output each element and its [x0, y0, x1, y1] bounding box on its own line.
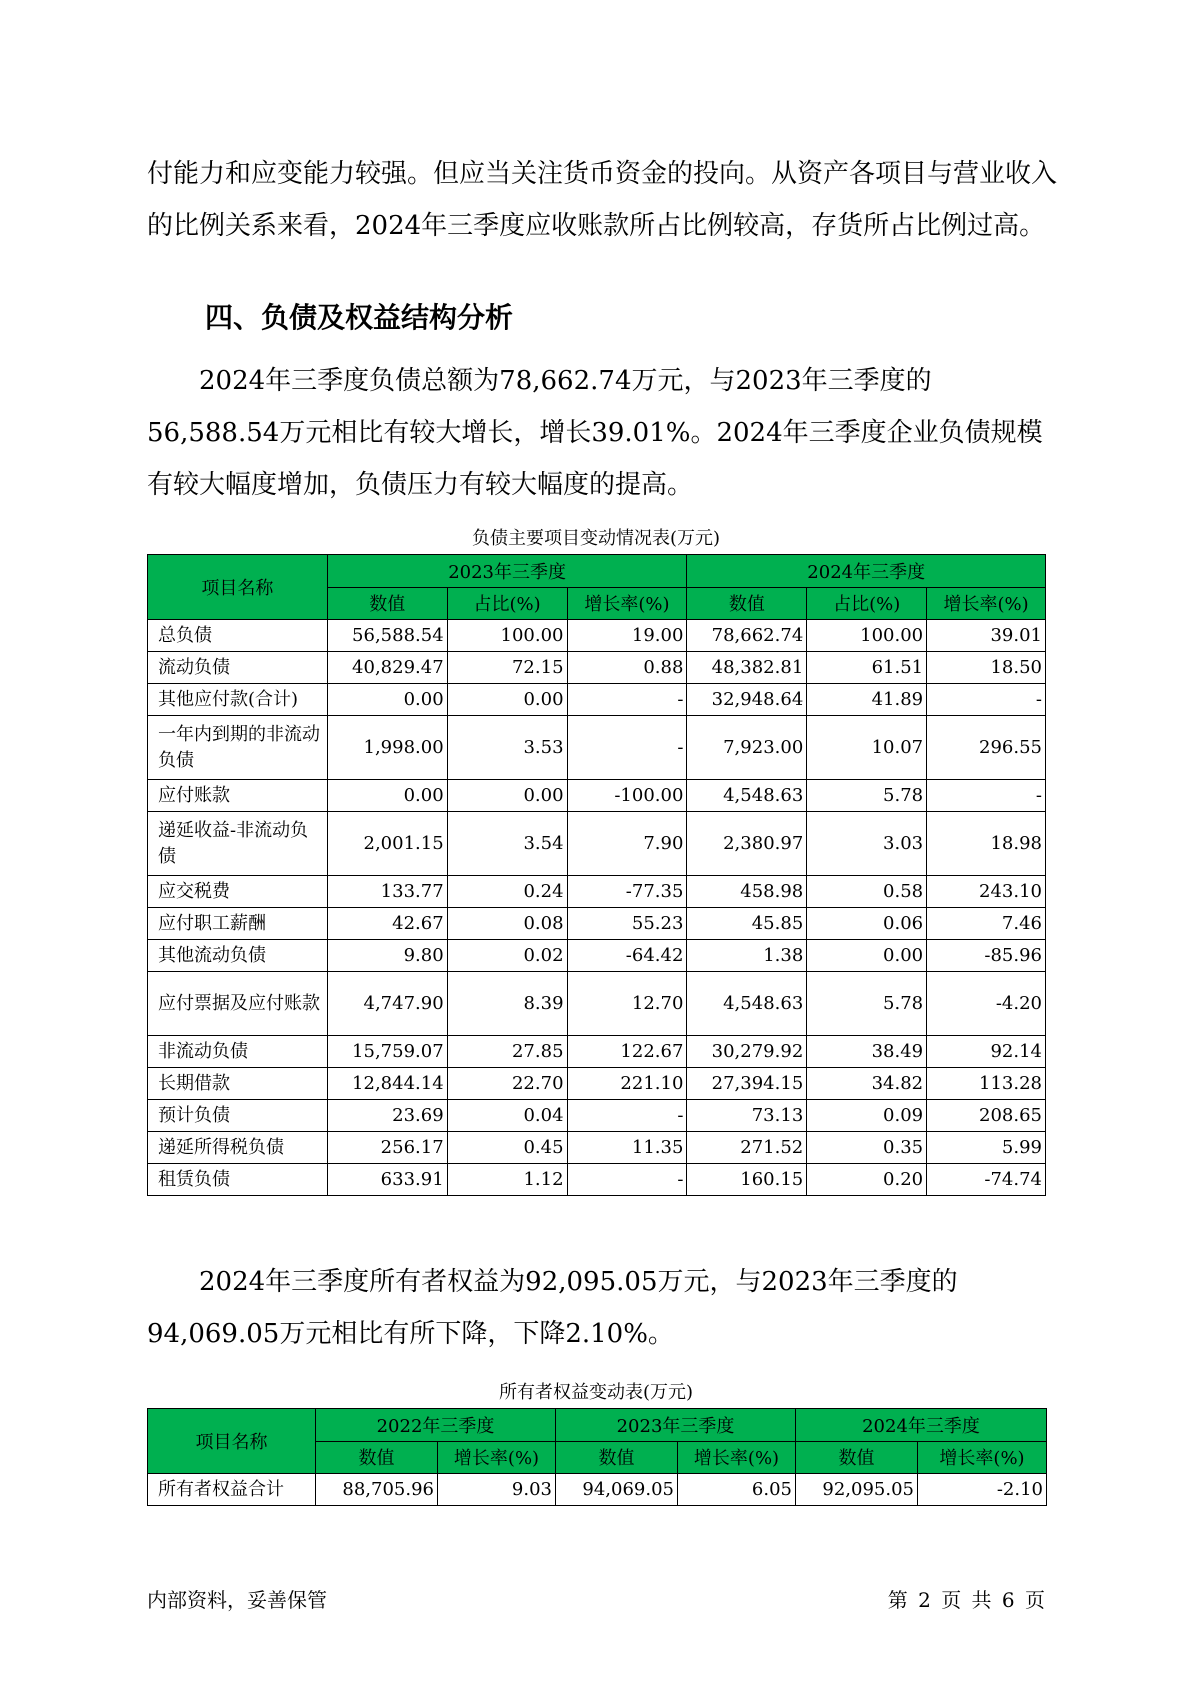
cell-value-2023: 256.17: [327, 1132, 447, 1164]
header-period-2024: 2024年三季度: [796, 1409, 1047, 1442]
cell-share-2024: 5.78: [807, 780, 927, 812]
row-label: 租赁负债: [148, 1164, 328, 1196]
row-label: 预计负债: [148, 1100, 328, 1132]
cell-value-2024: 4,548.63: [687, 780, 807, 812]
cell-share-2024: 0.35: [807, 1132, 927, 1164]
row-label: 一年内到期的非流动负债: [148, 716, 328, 780]
cell-value-2024: 45.85: [687, 908, 807, 940]
cell-value-2024: 48,382.81: [687, 652, 807, 684]
cell-share-2023: 0.08: [447, 908, 567, 940]
cell-growth-2023: -: [567, 1100, 687, 1132]
row-label: 递延收益-非流动负债: [148, 812, 328, 876]
row-label: 其他流动负债: [148, 940, 328, 972]
table-row: [148, 1068, 1046, 1100]
table-row: [148, 1036, 1046, 1068]
table-row: [148, 684, 1046, 716]
cell-value-2024: 271.52: [687, 1132, 807, 1164]
cell-share-2023: 100.00: [447, 620, 567, 652]
cell-share-2023: 0.24: [447, 876, 567, 908]
header-growth: 增长率(%): [438, 1441, 556, 1474]
cell-growth-2023: 6.05: [678, 1474, 796, 1506]
cell-growth-2024: 243.10: [927, 876, 1046, 908]
table-row: [148, 876, 1046, 908]
cell-share-2024: 100.00: [807, 620, 927, 652]
cell-growth-2023: -100.00: [567, 780, 687, 812]
cell-share-2023: 0.00: [447, 684, 567, 716]
cell-share-2023: 1.12: [447, 1164, 567, 1196]
header-value: 数值: [556, 1441, 678, 1474]
liabilities-table: [147, 554, 1046, 1196]
table-row: [148, 1100, 1046, 1132]
row-label: 应付账款: [148, 780, 328, 812]
cell-value-2022: 88,705.96: [316, 1474, 438, 1506]
cell-growth-2024: -74.74: [927, 1164, 1046, 1196]
table-row: [148, 1132, 1046, 1164]
header-item-name: 项目名称: [148, 1409, 316, 1474]
cell-growth-2024: -2.10: [918, 1474, 1047, 1506]
cell-growth-2024: 7.46: [927, 908, 1046, 940]
row-label: 其他应付款(合计): [148, 684, 328, 716]
header-item-name: 项目名称: [148, 555, 328, 620]
cell-value-2023: 56,588.54: [327, 620, 447, 652]
cell-growth-2024: -: [927, 684, 1046, 716]
cell-share-2024: 5.78: [807, 972, 927, 1036]
cell-value-2024: 27,394.15: [687, 1068, 807, 1100]
table-row: [148, 972, 1046, 1036]
cell-value-2024: 7,923.00: [687, 716, 807, 780]
cell-value-2024: 78,662.74: [687, 620, 807, 652]
header-period-2023: 2023年三季度: [327, 555, 687, 588]
table-row: [148, 652, 1046, 684]
row-label: 非流动负债: [148, 1036, 328, 1068]
cell-value-2023: 12,844.14: [327, 1068, 447, 1100]
cell-share-2024: 0.20: [807, 1164, 927, 1196]
cell-share-2023: 0.02: [447, 940, 567, 972]
cell-share-2024: 34.82: [807, 1068, 927, 1100]
table-row: [148, 716, 1046, 780]
cell-growth-2023: -77.35: [567, 876, 687, 908]
cell-growth-2023: -: [567, 716, 687, 780]
cell-value-2023: 15,759.07: [327, 1036, 447, 1068]
cell-share-2023: 0.45: [447, 1132, 567, 1164]
header-period-2024: 2024年三季度: [687, 555, 1046, 588]
cell-value-2023: 1,998.00: [327, 716, 447, 780]
table-row: [148, 940, 1046, 972]
cell-value-2024: 458.98: [687, 876, 807, 908]
cell-share-2024: 41.89: [807, 684, 927, 716]
cell-value-2023: 0.00: [327, 684, 447, 716]
cell-growth-2023: 7.90: [567, 812, 687, 876]
cell-share-2024: 10.07: [807, 716, 927, 780]
cell-share-2023: 3.54: [447, 812, 567, 876]
cell-value-2024: 32,948.64: [687, 684, 807, 716]
header-growth: 增长率(%): [927, 587, 1046, 620]
cell-value-2024: 1.38: [687, 940, 807, 972]
table-row: [148, 1164, 1046, 1196]
cell-value-2023: 94,069.05: [556, 1474, 678, 1506]
cell-growth-2023: 221.10: [567, 1068, 687, 1100]
header-share: 占比(%): [447, 587, 567, 620]
header-growth: 增长率(%): [678, 1441, 796, 1474]
table-caption-liabilities: 负债主要项目变动情况表(万元): [471, 528, 721, 549]
cell-growth-2023: 122.67: [567, 1036, 687, 1068]
footer-page-number: 第 2 页 共 6 页: [887, 1588, 1045, 1612]
cell-growth-2023: -: [567, 1164, 687, 1196]
row-label: 总负债: [148, 620, 328, 652]
cell-value-2023: 0.00: [327, 780, 447, 812]
table-caption-equity: 所有者权益变动表(万元): [498, 1382, 694, 1403]
cell-share-2024: 0.06: [807, 908, 927, 940]
cell-share-2023: 0.00: [447, 780, 567, 812]
cell-growth-2022: 9.03: [438, 1474, 556, 1506]
cell-growth-2024: 5.99: [927, 1132, 1046, 1164]
cell-growth-2023: 55.23: [567, 908, 687, 940]
cell-growth-2024: 208.65: [927, 1100, 1046, 1132]
cell-growth-2024: 18.50: [927, 652, 1046, 684]
row-label: 所有者权益合计: [148, 1474, 316, 1506]
cell-value-2024: 30,279.92: [687, 1036, 807, 1068]
cell-value-2024: 2,380.97: [687, 812, 807, 876]
row-label: 递延所得税负债: [148, 1132, 328, 1164]
cell-share-2023: 22.70: [447, 1068, 567, 1100]
cell-share-2023: 0.04: [447, 1100, 567, 1132]
cell-share-2024: 61.51: [807, 652, 927, 684]
table-row: [148, 812, 1046, 876]
cell-share-2023: 3.53: [447, 716, 567, 780]
header-growth: 增长率(%): [918, 1441, 1047, 1474]
section-heading: 四、负债及权益结构分析: [205, 301, 514, 334]
row-label: 应付票据及应付账款: [148, 972, 328, 1036]
equity-table: [147, 1408, 1047, 1506]
cell-value-2023: 23.69: [327, 1100, 447, 1132]
analysis-paragraph-equity: 2024年三季度所有者权益为92,095.05万元，与2023年三季度的94,069.05万元相比有所下降，下降2.10%。: [147, 1267, 958, 1349]
cell-value-2023: 4,747.90: [327, 972, 447, 1036]
cell-value-2023: 40,829.47: [327, 652, 447, 684]
row-label: 流动负债: [148, 652, 328, 684]
row-label: 应付职工薪酬: [148, 908, 328, 940]
cell-share-2024: 0.00: [807, 940, 927, 972]
cell-share-2023: 27.85: [447, 1036, 567, 1068]
row-label: 长期借款: [148, 1068, 328, 1100]
cell-share-2024: 3.03: [807, 812, 927, 876]
cell-growth-2023: 19.00: [567, 620, 687, 652]
cell-value-2024: 160.15: [687, 1164, 807, 1196]
cell-value-2023: 42.67: [327, 908, 447, 940]
header-period-2022: 2022年三季度: [316, 1409, 556, 1442]
cell-growth-2024: 18.98: [927, 812, 1046, 876]
cell-growth-2024: -4.20: [927, 972, 1046, 1036]
header-period-2023: 2023年三季度: [556, 1409, 796, 1442]
cell-value-2024: 73.13: [687, 1100, 807, 1132]
cell-growth-2024: 92.14: [927, 1036, 1046, 1068]
table-row: [148, 908, 1046, 940]
cell-value-2023: 633.91: [327, 1164, 447, 1196]
cell-value-2023: 133.77: [327, 876, 447, 908]
liabilities-table-body: [148, 620, 1046, 1196]
cell-share-2024: 0.58: [807, 876, 927, 908]
cell-growth-2024: -: [927, 780, 1046, 812]
header-value: 数值: [796, 1441, 918, 1474]
header-growth: 增长率(%): [567, 587, 687, 620]
cell-growth-2024: 296.55: [927, 716, 1046, 780]
table-row: [148, 1474, 1047, 1506]
cell-growth-2023: -: [567, 684, 687, 716]
cell-value-2024: 4,548.63: [687, 972, 807, 1036]
header-value: 数值: [316, 1441, 438, 1474]
cell-growth-2023: 12.70: [567, 972, 687, 1036]
footer-confidential-note: 内部资料，妥善保管: [147, 1588, 327, 1612]
header-value: 数值: [687, 587, 807, 620]
header-value: 数值: [327, 587, 447, 620]
cell-share-2023: 8.39: [447, 972, 567, 1036]
cell-growth-2024: 39.01: [927, 620, 1046, 652]
cell-growth-2024: -85.96: [927, 940, 1046, 972]
cell-growth-2023: -64.42: [567, 940, 687, 972]
analysis-paragraph-assets: 付能力和应变能力较强。但应当关注货币资金的投向。从资产各项目与营业收入的比例关系来看，2024年三季度应收账款所占比例较高，存货所占比例过高。: [147, 159, 1058, 241]
cell-value-2023: 9.80: [327, 940, 447, 972]
header-share: 占比(%): [807, 587, 927, 620]
cell-value-2024: 92,095.05: [796, 1474, 918, 1506]
row-label: 应交税费: [148, 876, 328, 908]
cell-value-2023: 2,001.15: [327, 812, 447, 876]
analysis-paragraph-liabilities: 2024年三季度负债总额为78,662.74万元，与2023年三季度的56,588.54万元相比有较大增长，增长39.01%。2024年三季度企业负债规模有较大幅度增加，负债压力有较大幅度的提高。: [147, 366, 1043, 500]
cell-share-2024: 38.49: [807, 1036, 927, 1068]
table-row: [148, 780, 1046, 812]
cell-share-2024: 0.09: [807, 1100, 927, 1132]
table-row: [148, 620, 1046, 652]
cell-growth-2023: 11.35: [567, 1132, 687, 1164]
cell-growth-2024: 113.28: [927, 1068, 1046, 1100]
cell-growth-2023: 0.88: [567, 652, 687, 684]
cell-share-2023: 72.15: [447, 652, 567, 684]
